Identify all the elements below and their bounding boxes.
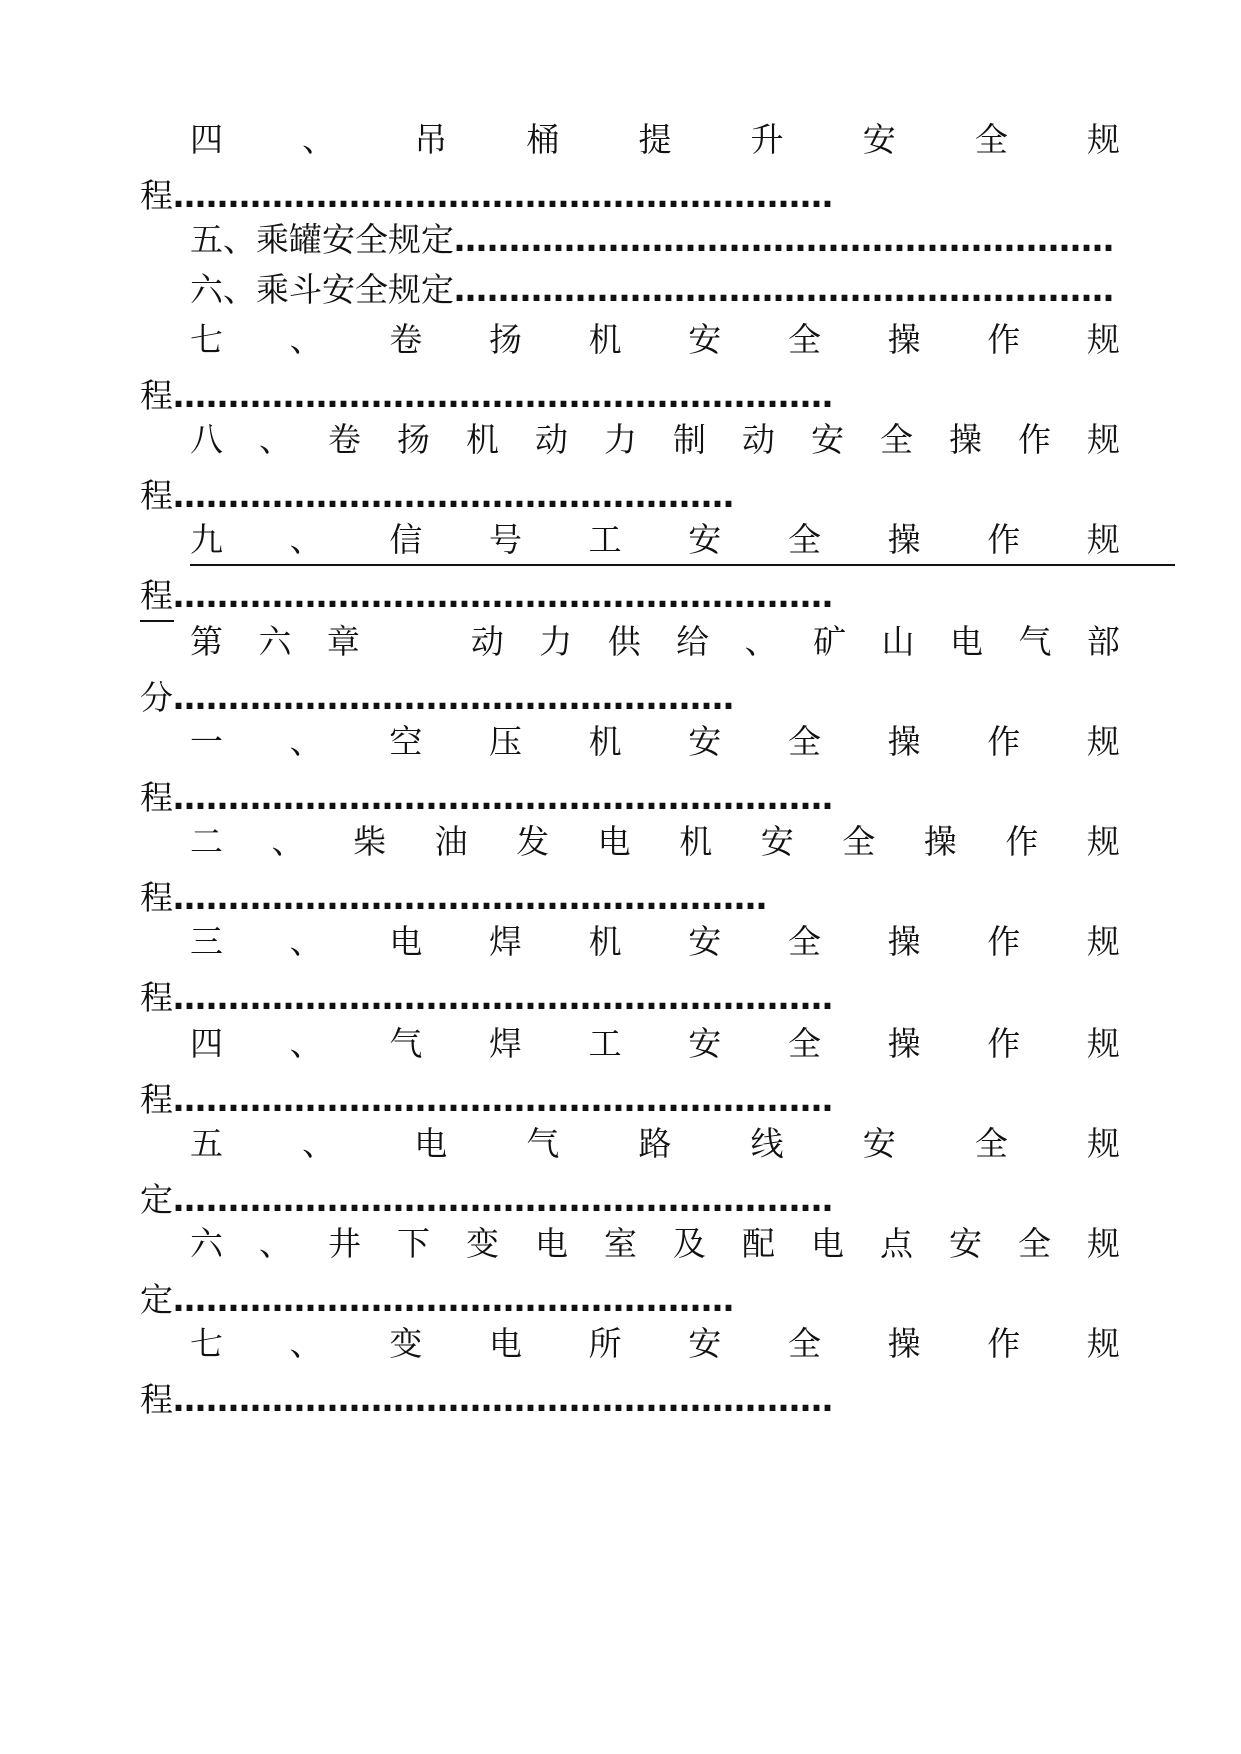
title-char: 七 <box>190 320 223 359</box>
title-char: 柴 <box>353 822 387 861</box>
title-char: 扬 <box>488 320 522 359</box>
title-char: 安 <box>688 320 722 359</box>
title-char: 机 <box>679 822 713 861</box>
dot-leader: …………………………………………………… <box>454 270 1114 309</box>
title-char: 矿 <box>813 622 847 661</box>
title-char: 给 <box>676 622 710 661</box>
title-char: 、 <box>289 520 323 559</box>
title-char: 所 <box>588 1324 622 1363</box>
title-char: 操 <box>887 722 921 761</box>
toc-entry-title-line <box>190 318 1120 362</box>
title-char: 、 <box>744 622 778 661</box>
title-char: 全 <box>787 1024 821 1063</box>
underline-rule <box>190 564 1175 566</box>
title-char: 焊 <box>488 1024 522 1063</box>
title-char: 规 <box>1086 1024 1120 1063</box>
title-char: 井 <box>328 1224 361 1263</box>
title-char: 全 <box>842 822 876 861</box>
title-char: 工 <box>588 1024 622 1063</box>
toc-entry-continuation-line <box>140 676 734 720</box>
title-char: 桶 <box>526 120 560 159</box>
title-char: 安 <box>688 722 722 761</box>
dot-leader: …………………………………………… <box>173 1280 734 1319</box>
title-char: 安 <box>760 822 794 861</box>
title-char: 力 <box>604 420 637 459</box>
toc-entry-continuation-line <box>140 374 833 418</box>
title-char: 机 <box>588 922 622 961</box>
toc-entry-continuation-line <box>140 876 767 920</box>
title-char: 作 <box>987 722 1021 761</box>
title-char: 、 <box>271 822 305 861</box>
title-char: 制 <box>673 420 706 459</box>
continuation-char: 程 <box>140 176 173 215</box>
title-char: 动 <box>470 622 504 661</box>
title-char: 操 <box>923 822 957 861</box>
title-char: 操 <box>887 922 921 961</box>
title-char: 作 <box>987 922 1021 961</box>
title-char: 电 <box>535 1224 568 1263</box>
title-char: 动 <box>742 420 775 459</box>
title-char: 气 <box>1018 622 1052 661</box>
title-char: 规 <box>1086 1324 1120 1363</box>
dot-leader: …………………………………………… <box>173 476 734 515</box>
title-char: 操 <box>887 1024 921 1063</box>
title-char: 作 <box>987 1324 1021 1363</box>
title-char: 规 <box>1086 722 1120 761</box>
title-char: 安 <box>688 1324 722 1363</box>
continuation-char: 分 <box>140 678 173 717</box>
title-char: 力 <box>539 622 573 661</box>
dot-leader: …………………………………………………… <box>173 1180 833 1219</box>
title-char: 变 <box>389 1324 423 1363</box>
title-char: 线 <box>750 1124 784 1163</box>
title-char: 、 <box>289 722 323 761</box>
title-char: 、 <box>289 1324 323 1363</box>
toc-entry-label: 五、乘罐安全规定 <box>190 220 454 259</box>
title-char: 规 <box>1086 520 1120 559</box>
title-char: 油 <box>434 822 468 861</box>
title-char: 规 <box>1086 922 1120 961</box>
title-char: 八 <box>190 420 223 459</box>
toc-entry-title-line <box>190 518 1120 562</box>
continuation-char: 程 <box>140 978 173 1017</box>
title-char: 作 <box>987 320 1021 359</box>
title-char: 操 <box>887 520 921 559</box>
continuation-char: 程 <box>140 1380 173 1419</box>
title-char: 操 <box>887 1324 921 1363</box>
title-char: 、 <box>259 1224 292 1263</box>
continuation-char: 程 <box>140 376 173 415</box>
dot-leader: …………………………………………………… <box>173 376 833 415</box>
title-char: 安 <box>862 1124 896 1163</box>
title-char: 机 <box>588 722 622 761</box>
title-char: 安 <box>688 1024 722 1063</box>
dot-leader: …………………………………………………… <box>454 220 1114 259</box>
continuation-char: 定 <box>140 1180 173 1219</box>
title-gap <box>395 620 435 664</box>
title-char: 全 <box>974 1124 1008 1163</box>
continuation-char: 定 <box>140 1280 173 1319</box>
title-char: 号 <box>488 520 522 559</box>
toc-entry-title-line <box>190 1122 1120 1166</box>
dot-leader: …………………………………………………… <box>173 576 833 615</box>
title-char: 全 <box>1018 1224 1051 1263</box>
title-char: 电 <box>488 1324 522 1363</box>
title-char: 电 <box>414 1124 448 1163</box>
title-char: 、 <box>259 420 292 459</box>
toc-entry-title-line <box>190 418 1120 462</box>
title-char: 五 <box>190 1124 223 1163</box>
title-char: 电 <box>389 922 423 961</box>
continuation-char: 程 <box>140 878 173 917</box>
title-char: 机 <box>466 420 499 459</box>
title-char: 三 <box>190 922 223 961</box>
title-char: 信 <box>389 520 423 559</box>
toc-entry-title-line <box>190 920 1120 964</box>
title-char: 二 <box>190 822 223 861</box>
title-char: 规 <box>1087 120 1120 159</box>
title-char: 及 <box>673 1224 706 1263</box>
title-char: 机 <box>588 320 622 359</box>
title-char: 规 <box>1086 822 1120 861</box>
toc-entry[interactable] <box>190 268 1125 312</box>
title-char: 卷 <box>389 320 423 359</box>
toc-entry-continuation-line <box>140 1278 734 1322</box>
title-char: 下 <box>397 1224 430 1263</box>
title-char: 山 <box>881 622 915 661</box>
dot-leader: …………………………………………… <box>173 678 734 717</box>
toc-entry-title-line <box>190 820 1120 864</box>
title-char: 卷 <box>328 420 361 459</box>
title-char: 、 <box>302 120 336 159</box>
title-char: 、 <box>302 1124 336 1163</box>
dot-leader: …………………………………………………… <box>173 1080 833 1119</box>
title-char: 电 <box>597 822 631 861</box>
title-char: 电 <box>811 1224 844 1263</box>
toc-entry-title-line <box>190 118 1120 162</box>
continuation-char: 程 <box>140 778 173 817</box>
title-char: 升 <box>750 120 784 159</box>
title-char: 九 <box>190 520 223 559</box>
title-char: 一 <box>190 722 223 761</box>
title-char: 部 <box>1086 622 1120 661</box>
title-char: 路 <box>638 1124 672 1163</box>
toc-entry-continuation-line <box>140 574 833 618</box>
title-char: 全 <box>787 320 821 359</box>
toc-entry-title-line <box>190 720 1120 764</box>
continuation-char: 程 <box>140 476 173 515</box>
toc-entry-continuation-line <box>140 1078 833 1122</box>
title-char: 变 <box>466 1224 499 1263</box>
title-char: 供 <box>607 622 641 661</box>
toc-entry-continuation-line <box>140 976 833 1020</box>
title-char: 六 <box>258 622 292 661</box>
title-char: 气 <box>389 1024 423 1063</box>
title-char: 六 <box>190 1224 223 1263</box>
title-char: 压 <box>488 722 522 761</box>
dot-leader: …………………………………………………… <box>173 778 833 817</box>
title-char: 作 <box>987 1024 1021 1063</box>
title-char: 空 <box>389 722 423 761</box>
toc-entry-title-line <box>190 1022 1120 1066</box>
title-char: 规 <box>1087 1224 1120 1263</box>
title-char: 工 <box>588 520 622 559</box>
title-char: 安 <box>688 520 722 559</box>
toc-entry-continuation-line <box>140 1178 833 1222</box>
title-char: 安 <box>862 120 896 159</box>
title-char: 规 <box>1087 1124 1120 1163</box>
title-char: 、 <box>289 320 323 359</box>
title-char: 、 <box>289 922 323 961</box>
title-char: 七 <box>190 1324 223 1363</box>
title-char: 规 <box>1086 320 1120 359</box>
continuation-char: 程 <box>140 1080 173 1119</box>
title-char: 四 <box>190 120 223 159</box>
title-char: 气 <box>526 1124 560 1163</box>
title-char: 提 <box>638 120 672 159</box>
title-char: 第 <box>190 622 223 661</box>
title-char: 操 <box>887 320 921 359</box>
underline-rule <box>140 620 174 622</box>
toc-entry-continuation-line <box>140 776 833 820</box>
title-char: 安 <box>811 420 844 459</box>
title-char: 室 <box>604 1224 637 1263</box>
toc-entry-continuation-line <box>140 1378 833 1422</box>
title-char: 全 <box>880 420 913 459</box>
toc-entry-title-line <box>190 1322 1120 1366</box>
title-char: 点 <box>880 1224 913 1263</box>
title-char: 配 <box>742 1224 775 1263</box>
title-char: 焊 <box>488 922 522 961</box>
title-char: 作 <box>1018 420 1051 459</box>
title-char: 、 <box>289 1024 323 1063</box>
title-char: 全 <box>787 1324 821 1363</box>
title-char: 全 <box>787 520 821 559</box>
dot-leader: …………………………………………………… <box>173 1380 833 1419</box>
title-char: 作 <box>1005 822 1039 861</box>
title-char: 安 <box>949 1224 982 1263</box>
dot-leader: …………………………………………………… <box>173 978 833 1017</box>
toc-entry-title-line <box>190 1222 1120 1266</box>
toc-entry-continuation-line <box>140 474 734 518</box>
title-char: 动 <box>535 420 568 459</box>
title-char: 全 <box>787 922 821 961</box>
title-char: 发 <box>516 822 550 861</box>
title-char: 全 <box>787 722 821 761</box>
title-char: 操 <box>949 420 982 459</box>
toc-entry-label: 六、乘斗安全规定 <box>190 270 454 309</box>
title-char: 全 <box>974 120 1008 159</box>
title-char: 吊 <box>414 120 448 159</box>
continuation-char: 程 <box>140 576 173 615</box>
toc-entry-title-line <box>190 620 1120 664</box>
title-char: 规 <box>1087 420 1120 459</box>
dot-leader: ……………………………………………… <box>173 878 767 917</box>
toc-entry-continuation-line <box>140 174 833 218</box>
title-char: 扬 <box>397 420 430 459</box>
title-char: 安 <box>688 922 722 961</box>
title-char: 四 <box>190 1024 223 1063</box>
title-char: 作 <box>987 520 1021 559</box>
toc-entry[interactable] <box>190 218 1125 262</box>
dot-leader: …………………………………………………… <box>173 176 833 215</box>
title-char: 电 <box>949 622 983 661</box>
title-char: 章 <box>326 622 360 661</box>
